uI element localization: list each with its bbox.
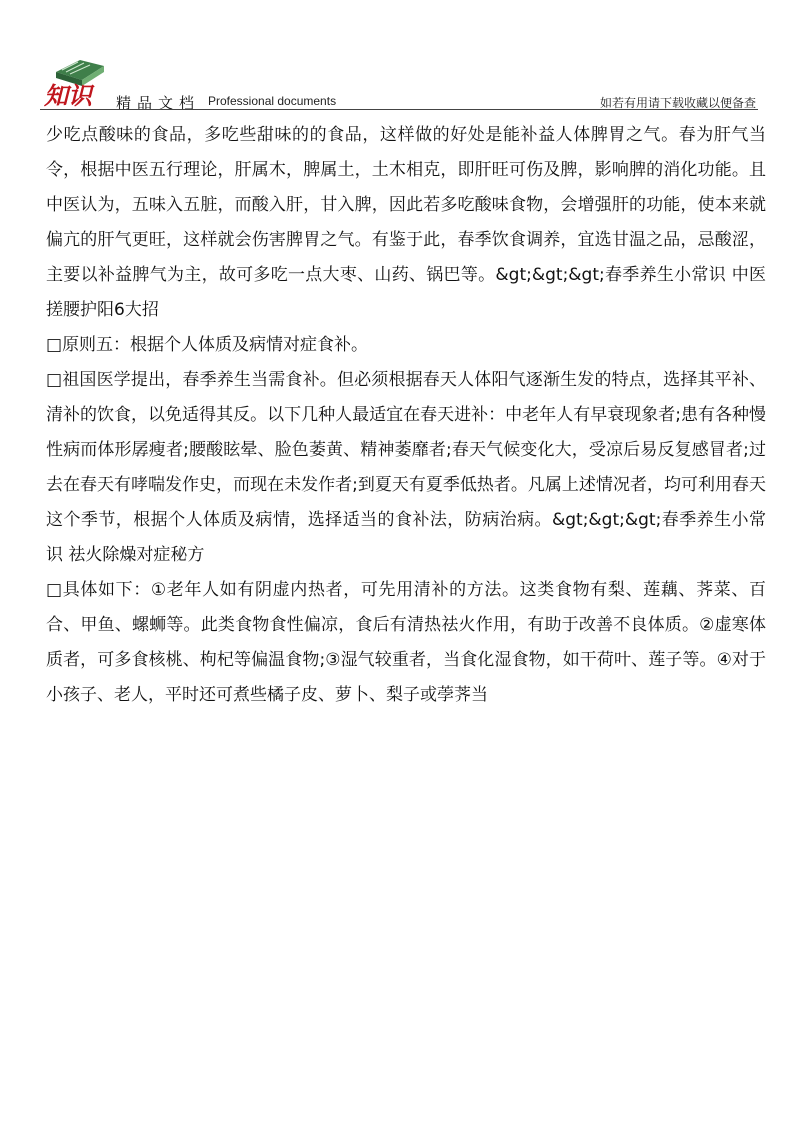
document-body <box>46 118 766 713</box>
paragraph-details: □ 具体如下：①老年人如有阴虚内热者，可先用清补的方法。这类食物有梨、莲藕、荠菜、百合、甲鱼、螺蛳等。此类食物食性偏凉，食后有清热祛火作用，有助于改善不良体质。②虚寒体质者，可多食核桃、枸杞等偏温食物;③湿气较重者，当食化湿食物，如干荷叶、莲子等。④对于小孩子、老人，平时还可煮些橘子皮、萝卜、梨子或荸荠当 <box>46 573 766 713</box>
header-subtitle: Professional documents <box>208 94 337 108</box>
book-logo-icon <box>42 50 120 108</box>
logo-text: 知识 <box>44 81 92 108</box>
paragraph-spring-tonic: □ 祖国医学提出，春季养生当需食补。但必须根据春天人体阳气逐渐生发的特点，选择其平补、清补的饮食，以免适得其反。以下几种人最适宜在春天进补：中老年人有早衰现象者;患有各种慢性病而体形孱瘦者;腰酸眩晕、脸色萎黄、精神萎靡者;春天气候变化大，受凉后易反复感冒者;过去在春天有哮喘发作史，而现在未发作者;到夏天有夏季低热者。凡属上述情况者，均可利用春天这个季节，根据个人体质及病情，选择适当的食补法，防病治病。&gt;&gt;&gt;春季养生小常识 祛火除燥对症秘方 <box>46 363 766 573</box>
header-title: 精品文档 <box>116 94 201 112</box>
header-divider <box>40 109 758 110</box>
paragraph-principle-five: □ 原则五：根据个人体质及病情对症食补。 <box>46 328 766 363</box>
page-header <box>0 0 794 112</box>
header-note: 如若有用请下载收藏以便备查 <box>599 96 756 110</box>
paragraph-diet-sour-sweet: 少吃点酸味的食品，多吃些甜味的的食品，这样做的好处是能补益人体脾胃之气。春为肝气当令，根据中医五行理论，肝属木，脾属土，土木相克，即肝旺可伤及脾，影响脾的消化功能。且中医认为，五味入五脏，而酸入肝，甘入脾，因此若多吃酸味食物，会增强肝的功能，使本来就偏亢的肝气更旺，这样就会伤害脾胃之气。有鉴于此，春季饮食调养，宜选甘温之品，忌酸涩，主要以补益脾气为主，故可多吃一点大枣、山药、锅巴等。&gt;&gt;&gt;春季养生小常识 中医搓腰护阳6大招 <box>46 125 766 320</box>
